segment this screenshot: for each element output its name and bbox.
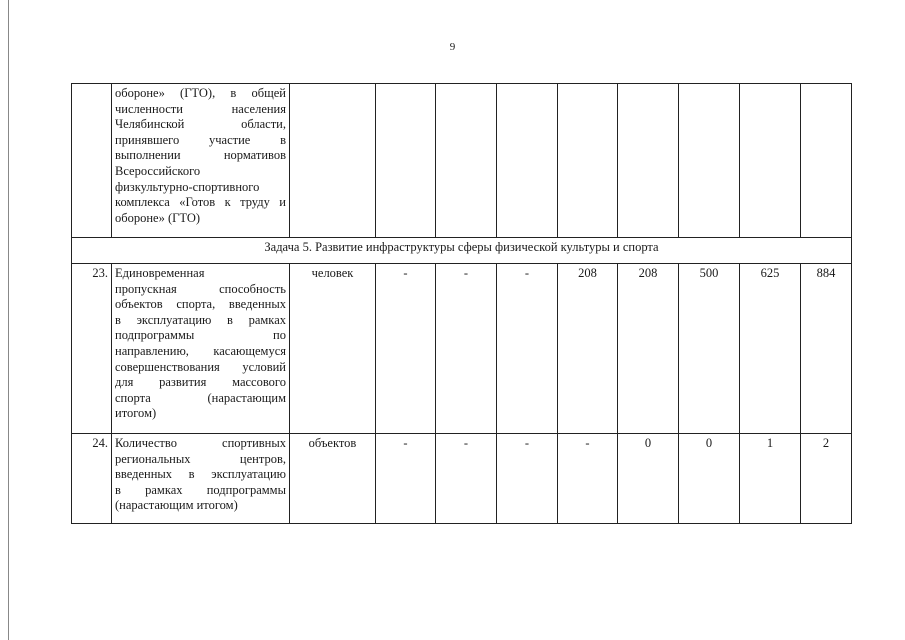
value-cell: 1 — [740, 434, 801, 524]
value-cell — [376, 84, 436, 238]
indicator-description — [112, 84, 290, 238]
value-cell: 208 — [558, 264, 618, 434]
page-number: 9 — [449, 41, 456, 53]
description-line: в эксплуатацию в рамках — [115, 312, 286, 327]
value-cell: 500 — [679, 264, 740, 434]
unit-cell — [290, 84, 376, 238]
description-line: введенных в эксплуатацию — [115, 467, 286, 482]
description-line: в рамках подпрограммы — [115, 482, 286, 497]
indicator-description — [112, 264, 290, 434]
value-cell: - — [376, 264, 436, 434]
description-line: объектов спорта, введенных — [115, 297, 286, 312]
indicators-table — [71, 83, 852, 524]
row-number-cell — [72, 84, 112, 238]
table-row — [72, 84, 852, 238]
value-cell — [679, 84, 740, 238]
description-line: выполнении нормативов — [115, 148, 286, 163]
row-number: 24. — [72, 434, 112, 524]
value-cell: 2 — [801, 434, 852, 524]
description-line: подпрограммы по — [115, 328, 286, 343]
task-header-row — [72, 238, 852, 264]
description-line: комплекса «Готов к труду и — [115, 195, 286, 210]
description-line: совершенствования условий — [115, 359, 286, 374]
value-cell: - — [497, 264, 558, 434]
value-cell: - — [497, 434, 558, 524]
table-row — [72, 264, 852, 434]
value-cell — [436, 84, 497, 238]
description-line: пропускная способность — [115, 281, 286, 296]
value-cell — [618, 84, 679, 238]
row-number: 23. — [72, 264, 112, 434]
description-line: Всероссийского — [115, 163, 201, 178]
value-cell: 625 — [740, 264, 801, 434]
value-cell — [497, 84, 558, 238]
unit-cell: объектов — [290, 434, 376, 524]
description-line: Челябинской области, — [115, 117, 286, 132]
description-line: направлению, касающемуся — [115, 343, 286, 358]
description-line: Количество спортивных — [115, 436, 286, 450]
description-line: региональных центров, — [115, 451, 286, 466]
value-cell — [801, 84, 852, 238]
value-cell: - — [558, 434, 618, 524]
value-cell — [558, 84, 618, 238]
value-cell: - — [436, 434, 497, 524]
description-line: обороне» (ГТО) — [115, 210, 201, 225]
value-cell: 0 — [679, 434, 740, 524]
description-line: Единовременная — [115, 266, 205, 280]
value-cell: - — [376, 434, 436, 524]
description-line: принявшего участие в — [115, 132, 286, 147]
description-line: обороне» (ГТО), в общей — [115, 86, 286, 100]
value-cell: 0 — [618, 434, 679, 524]
indicator-description — [112, 434, 290, 524]
description-line: (нарастающим итогом) — [115, 498, 238, 513]
value-cell: - — [436, 264, 497, 434]
description-line: численности населения — [115, 101, 286, 116]
table-row — [72, 434, 852, 524]
task-header: Задача 5. Развитие инфраструктуры сферы физической культуры и спорта — [72, 238, 852, 264]
value-cell: 208 — [618, 264, 679, 434]
description-line: для развития массового — [115, 375, 286, 390]
page-margin-line — [8, 0, 9, 640]
description-line: физкультурно-спортивного — [115, 179, 260, 194]
value-cell — [740, 84, 801, 238]
description-line: итогом) — [115, 406, 157, 421]
description-line: спорта (нарастающим — [115, 390, 286, 405]
value-cell: 884 — [801, 264, 852, 434]
unit-cell: человек — [290, 264, 376, 434]
